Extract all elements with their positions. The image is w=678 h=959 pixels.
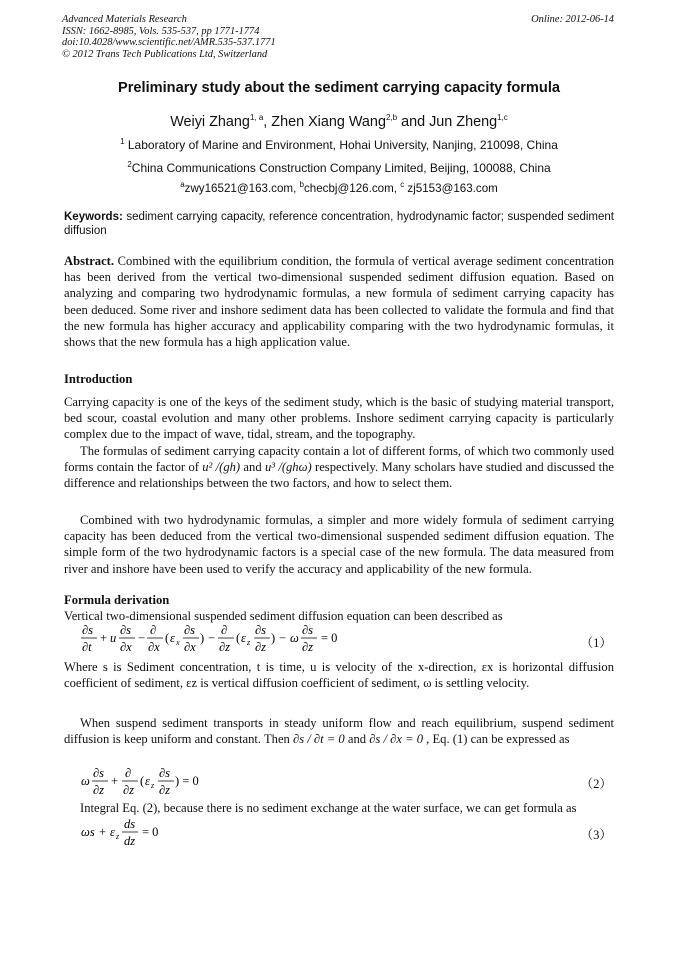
svg-text:): ) (271, 631, 276, 645)
intro-paragraph-2: The formulas of sediment carrying capacity contain a lot of different forms, of which two commonly used forms contain the factor of u² /(gh) and u³ /(ghω) respectively. Many scholars have studied and discussed the difference and relationships between the two factors, and how to select them. (64, 444, 615, 491)
author-affiliation-marker: 1, a (249, 113, 264, 123)
inline-formula: u³ /(ghω) (264, 460, 312, 475)
paper-title: Preliminary study about the sediment carrying capacity formula (118, 80, 560, 96)
svg-text:= 0: = 0 (142, 825, 159, 839)
author-line (0, 114, 678, 130)
svg-text:∂s: ∂s (184, 623, 196, 637)
svg-text:∂x: ∂x (120, 640, 132, 654)
equation-2 (80, 765, 220, 801)
author-name: Weiyi Zhang (170, 114, 250, 130)
svg-text:): ) (200, 631, 205, 645)
svg-text:∂z: ∂z (302, 640, 314, 654)
svg-text:∂t: ∂t (82, 640, 92, 654)
inline-formula: ∂s / ∂t = 0 (292, 732, 345, 747)
equation-number-1: （1） (580, 636, 612, 650)
author-name: Jun Zheng (429, 114, 498, 130)
svg-text:+: + (111, 774, 119, 788)
equation-number-3: （3） (580, 828, 612, 842)
svg-text:∂: ∂ (221, 623, 228, 637)
svg-text:∂: ∂ (150, 623, 157, 637)
svg-text:u: u (110, 631, 117, 645)
svg-text:∂z: ∂z (255, 640, 267, 654)
section-heading-introduction: Introduction (64, 372, 133, 386)
section-heading-formula-derivation: Formula derivation (64, 593, 170, 607)
abstract (64, 253, 614, 350)
abstract-label: Abstract. (64, 254, 115, 268)
svg-text:+: + (100, 631, 108, 645)
abstract-text: Combined with the equilibrium condition, the formula of vertical average sediment concentration has been derived from the vertical two-dimensional suspended sediment diffusion equation. Based on analyzing and comparing two hydrodynamic formulas, a new formula of sediment carrying capacity has been deduced. Some river and inshore sediment data has been collected to validate the formula and find that the new formula has higher accuracy and applicability comparing with the two hydrodynamic formulas, it shows that the new formula has a high application value. (64, 254, 614, 350)
svg-text:∂x: ∂x (184, 640, 196, 654)
author-separator: , (263, 114, 272, 130)
inline-formula: ∂s / ∂x = 0 (369, 732, 424, 747)
svg-text:∂s: ∂s (82, 623, 94, 637)
svg-text:∂: ∂ (125, 766, 132, 780)
svg-text:∂z: ∂z (159, 783, 171, 797)
inline-formula: u² /(gh) (202, 460, 241, 475)
svg-text:ε: ε (170, 631, 175, 645)
issn-line: ISSN: 1662-8985, Vols. 535-537, pp 1771-1774 (62, 25, 260, 37)
svg-text:ε: ε (145, 774, 150, 788)
derivation-paragraph-2: When suspend sediment transports in steady uniform flow and reach equilibrium, suspend sediment diffusion is keep uniform and constant. Then ∂s / ∂t = 0 and ∂s / ∂x = 0 , Eq. (1) can be expressed as (64, 716, 614, 747)
journal-name: Advanced Materials Research (62, 14, 187, 25)
keywords (64, 210, 614, 238)
derivation-paragraph-3: Integral Eq. (2), because there is no sediment exchange at the water surface, we can get formula as (80, 801, 577, 815)
author-emails: $^a$zwy16521@163.com, $^b$checbj@126.com, $^c$ zj5153@163.com (180, 180, 498, 195)
derivation-paragraph-1: Vertical two-dimensional suspended sediment diffusion equation can been described as (64, 609, 503, 623)
doi-line: doi:10.4028/www.scientific.net/AMR.535-537.1771 (62, 37, 276, 49)
author-affiliation-marker: 2,b (385, 113, 398, 123)
svg-text:∂z: ∂z (123, 783, 135, 797)
intro-paragraph-1: Carrying capacity is one of the keys of the sediment study, which is the basic of studying material transport, bed scour, coastal evolution and many other problems. Inshore sediment carrying capacity is particularly complex due to the impact of wave, tidal, stream, and the topography. (64, 395, 614, 442)
svg-text:∂x: ∂x (148, 640, 160, 654)
svg-text:ε: ε (110, 825, 115, 839)
svg-text:ω: ω (81, 774, 90, 788)
svg-text:(: ( (140, 774, 145, 788)
equation-number-2: （2） (580, 777, 612, 791)
online-date: Online: 2012-06-14 (531, 14, 614, 25)
svg-text:ε: ε (241, 631, 246, 645)
svg-text:(: ( (165, 631, 170, 645)
svg-text:dz: dz (124, 834, 136, 848)
svg-text:−: − (279, 631, 287, 645)
affiliation-2: $^2$China Communications Construction Company Limited, Beijing, 100088, China (127, 160, 551, 175)
author-affiliation-marker: 1,c (497, 113, 508, 123)
svg-text:ωs: ωs (81, 825, 95, 839)
derivation-where-paragraph: Where s is Sediment concentration, t is time, u is velocity of the x-direction, εx is horizontal diffusion coefficient of sediment, εz is vertical diffusion coefficient of sediment, ω is settling velocity. (64, 660, 614, 691)
author-name: Zhen Xiang Wang (271, 114, 386, 130)
journal-header (62, 14, 276, 60)
keywords-label: Keywords: (64, 211, 123, 223)
svg-text:) = 0: ) = 0 (175, 774, 199, 788)
copyright-line: © 2012 Trans Tech Publications Ltd, Switzerland (62, 48, 268, 60)
svg-text:(: ( (236, 631, 241, 645)
intro-paragraph-3: Combined with two hydrodynamic formulas, a simpler and more widely formula of sediment carrying capacity has been deduced from the vertical two-dimensional suspended sediment diffusion equation. The simple form of the two hydrodynamic factors is a special case of the new formula. The data measured from river and inshore have been used to verify the accuracy and applicability of the new formula. (64, 513, 614, 576)
equation-1 (80, 622, 380, 658)
svg-text:−: − (208, 631, 216, 645)
svg-text:= 0: = 0 (321, 631, 338, 645)
svg-text:x: x (176, 638, 180, 647)
svg-text:ω: ω (290, 631, 299, 645)
svg-text:∂z: ∂z (219, 640, 231, 654)
svg-text:∂z: ∂z (93, 783, 105, 797)
svg-text:∂s: ∂s (159, 766, 171, 780)
svg-text:z: z (116, 832, 120, 841)
svg-text:−: − (138, 631, 146, 645)
svg-text:+: + (99, 825, 107, 839)
svg-text:∂s: ∂s (93, 766, 105, 780)
keywords-text: sediment carrying capacity, reference concentration, hydrodynamic factor; suspended sediment diffusion (64, 211, 614, 237)
equation-3 (80, 816, 200, 852)
affiliation-1: $^1$ Laboratory of Marine and Environment, Hohai University, Nanjing, 210098, China (120, 137, 558, 152)
author-separator: and (397, 114, 430, 130)
svg-text:∂s: ∂s (255, 623, 267, 637)
svg-text:z: z (247, 638, 251, 647)
svg-text:∂s: ∂s (302, 623, 314, 637)
svg-text:z: z (151, 781, 155, 790)
svg-text:ds: ds (124, 817, 136, 831)
svg-text:∂s: ∂s (120, 623, 132, 637)
